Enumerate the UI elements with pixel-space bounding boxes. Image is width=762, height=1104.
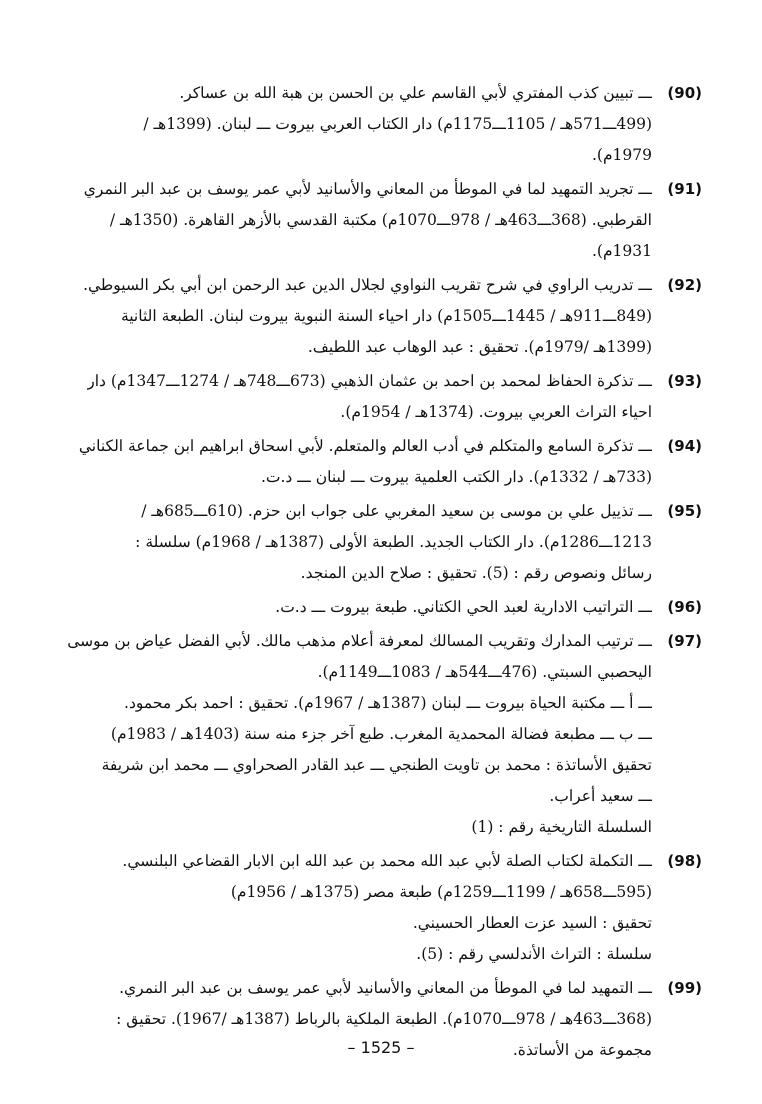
entry-line: (368ـــ463هـ / 978ـــ1070م). الطبعة الملكية بالرباط (1387هـ /1967). تحقيق : [116, 1010, 652, 1028]
bibliography-entry [83, 174, 702, 267]
entry-line: اليحصبي السبتي. (476ـــ544هـ / 1083ـــ1149م). [317, 663, 652, 681]
entry-line: 1213ـــ1286م). دار الكتاب الجديد. الطبعة الأولى (1387هـ / 1968م) سلسلة : [135, 533, 652, 551]
entry-line: سلسلة : التراث الأندلسي رقم : (5). [416, 945, 652, 963]
entry-line: (499ـــ571هـ / 1105ـــ1175م) دار الكتاب العربي بيروت ـــ لبنان. (1399هـ / [143, 115, 652, 133]
bibliography-entry [83, 270, 702, 363]
entry-line: تحقيق الأساتذة : محمد بن تاويت الطنجي ـــ عبد القادر الصحراوي ـــ محمد ابن شريفة [101, 756, 652, 774]
entry-number: (98) [667, 852, 702, 870]
entry-line: مجموعة من الأساتذة. [512, 1041, 652, 1059]
entry-line: تحقيق : السيد عزت العطار الحسيني. [412, 914, 652, 932]
entry-text [90, 846, 652, 970]
entry-number: (96) [667, 598, 702, 616]
entry-line: ـــ التمهيد لما في الموطأ من المعاني والأسانيد لأبي عمر يوسف بن عبد البر النمري. [119, 979, 652, 997]
bibliography-entry [67, 626, 702, 843]
entry-line: ـــ تذكرة الحفاظ لمحمد بن احمد بن عثمان الذهبي (673ـــ748هـ / 1274ـــ1347م) دار [87, 372, 652, 390]
bibliography-entry [90, 78, 702, 171]
entry-line: ـــ التكملة لكتاب الصلة لأبي عبد الله محمد بن عبد الله ابن الابار القضاعي البلنسي. [122, 852, 652, 870]
entry-number: (95) [667, 502, 702, 520]
entry-line: ـــ تذكرة السامع والمتكلم في أدب العالم والمتعلم. لأبي اسحاق ابراهيم ابن جماعة الكناني [78, 437, 652, 455]
entry-line: احياء التراث العربي بيروت. (1374هـ / 1954م). [340, 403, 652, 421]
entry-line: ـــ ب ـــ مطبعة فضالة المحمدية المغرب. طبع آخر جزء منه سنة (1403هـ / 1983م) [110, 725, 652, 743]
entry-line: ـــ ترتيب المدارك وتقريب المسالك لمعرفة أعلام مذهب مالك. لأبي الفضل عياض بن موسى [67, 632, 652, 650]
entry-line: ـــ أ ـــ مكتبة الحياة بيروت ـــ لبنان (1387هـ / 1967م). تحقيق : احمد بكر محمود. [124, 694, 652, 712]
entry-text [87, 366, 652, 428]
entry-line: ـــ التراتيب الادارية لعبد الحي الكتاني. طبعة بيروت ـــ د.ت. [275, 598, 652, 616]
entry-text [90, 78, 652, 171]
entry-number: (94) [667, 437, 702, 455]
entry-line: ـــ تجريد التمهيد لما في الموطأ من المعاني والأسانيد لأبي عمر يوسف بن عبد البر النمري [83, 180, 652, 198]
entry-text [83, 270, 652, 363]
entry-line: 1979م). [591, 146, 652, 164]
entry-text [84, 174, 652, 267]
entry-line: 1931م). [591, 242, 652, 260]
entry-line: (733هـ / 1332م). دار الكتب العلمية بيروت ـــ لبنان ـــ د.ت. [260, 468, 652, 486]
entry-line: ـــ سعيد أعراب. [549, 787, 652, 805]
bibliography-entry [87, 366, 702, 428]
entry-line: (595ـــ658هـ / 1199ـــ1259م) طبعة مصر (1375هـ / 1956م) [230, 883, 652, 901]
entry-text [90, 496, 652, 589]
bibliography-list [67, 78, 702, 1069]
entry-number: (99) [667, 979, 702, 997]
entry-line: (1399هـ /1979م). تحقيق : عبد الوهاب عبد اللطيف. [307, 338, 652, 356]
bibliography-entry [90, 846, 702, 970]
entry-text [67, 626, 652, 843]
entry-line: (849ـــ911هـ / 1445ـــ1505م) دار احياء السنة النبوية بيروت لبنان. الطبعة الثانية [120, 307, 652, 325]
entry-number: (91) [667, 180, 702, 198]
entry-text [90, 592, 652, 623]
entry-line: السلسلة التاريخية رقم : (1) [471, 818, 652, 836]
entry-number: (93) [667, 372, 702, 390]
bibliography-entry [90, 592, 702, 623]
bibliography-entry [78, 431, 702, 493]
entry-number: (97) [667, 632, 702, 650]
entry-number: (92) [667, 276, 702, 294]
entry-line: ـــ تبيين كذب المفتري لأبي القاسم علي بن الحسن بن هبة الله بن عساكر. [179, 84, 652, 102]
bibliography-entry [90, 496, 702, 589]
page-number: – 1525 – [347, 1038, 415, 1057]
entry-number: (90) [667, 84, 702, 102]
entry-text [79, 431, 652, 493]
entry-line: ـــ تدريب الراوي في شرح تقريب النواوي لجلال الدين عبد الرحمن ابن أبي بكر السيوطي. [83, 276, 652, 294]
entry-line: رسائل ونصوص رقم : (5). تحقيق : صلاح الدين المنجد. [300, 564, 652, 582]
entry-line: القرطبي. (368ـــ463هـ / 978ـــ1070م) مكتبة القدسي بالأزهر القاهرة. (1350هـ / [109, 211, 652, 229]
entry-line: ـــ تذييل علي بن موسى بن سعيد المغربي على جواب ابن حزم. (610ـــ685هـ / [141, 502, 652, 520]
